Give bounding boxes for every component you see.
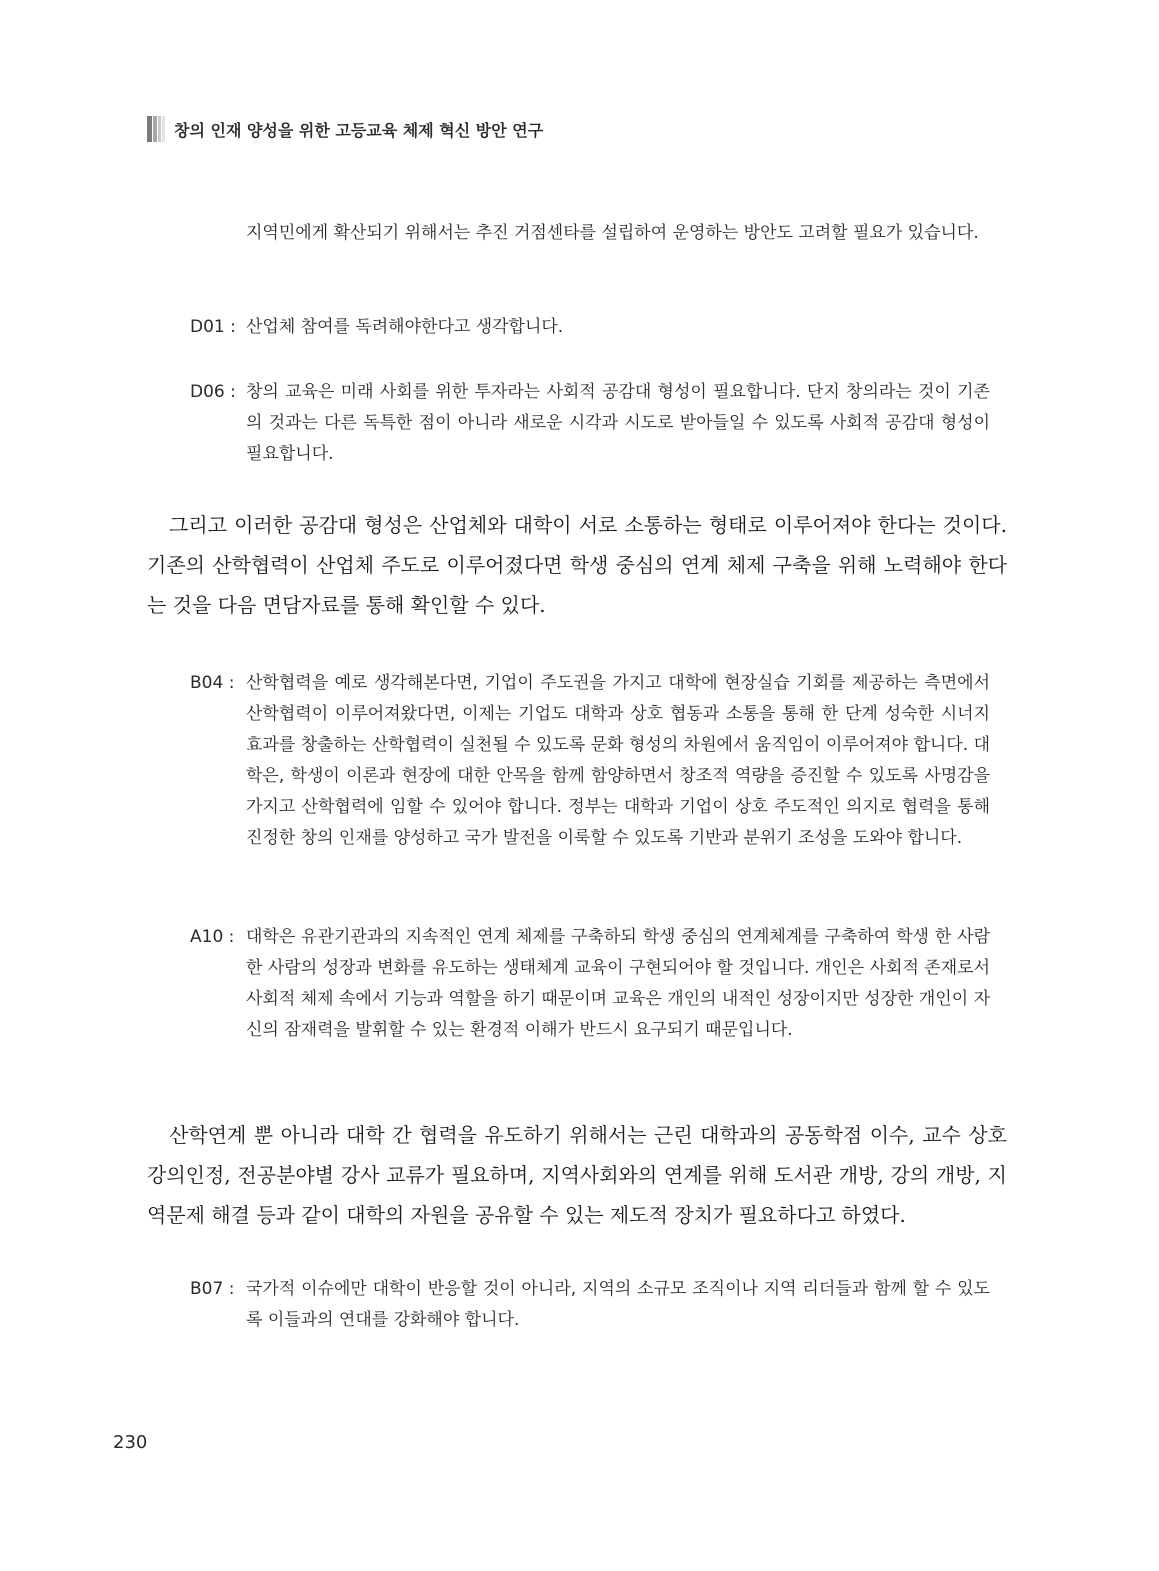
quote-continuation — [246, 218, 990, 249]
header-bar — [162, 116, 165, 142]
quote-code: D01 : — [190, 317, 236, 337]
quote-text: 국가적 이슈에만 대학이 반응할 것이 아니라, 지역의 소규모 조직이나 지역 리더들과 함께 할 수 있도록 이들과의 연대를 강화해야 합니다. — [246, 1279, 990, 1330]
quote-text: 산업체 참여를 독려해야한다고 생각합니다. — [246, 317, 564, 337]
quote-code: B07 : — [190, 1279, 235, 1299]
body-paragraph-2: 산학연계 뿐 아니라 대학 간 협력을 유도하기 위해서는 근린 대학과의 공동학점 이수, 교수 상호 강의인정, 전공분야별 강사 교류가 필요하며, 지역사회와의 연계를 위해 도서관 개방, 강의 개방, 지역문제 해결 등과 같이 대학의 자원을 공유할 수 있는 제도적 장치가 필요하다고 하였다. — [147, 1123, 1007, 1227]
quote-text: 대학은 유관기관과의 지속적인 연계 체제를 구축하되 학생 중심의 연계체계를 구축하여 학생 한 사람 한 사람의 성장과 변화를 유도하는 생태체계 교육이 구현되어야 할 것입니다. 개인은 사회적 존재로서 사회적 체제 속에서 기능과 역할을 하기 때문이며 교육은 개인의 내적인 성장이지만 성장한 개인이 자신의 잠재력을 발휘할 수 있는 환경적 이해가 반드시 요구되기 때문입니다. — [246, 927, 990, 1040]
header-bar — [158, 116, 161, 142]
body-paragraph-1: 그리고 이러한 공감대 형성은 산업체와 대학이 서로 소통하는 형태로 이루어져야 한다는 것이다. 기존의 산학협력이 산업체 주도로 이루어졌다면 학생 중심의 연계 체제 구축을 위해 노력해야 한다는 것을 다음 면담자료를 통해 확인할 수 있다. — [147, 513, 1007, 617]
quote-b04 — [190, 668, 990, 854]
running-header — [147, 116, 543, 142]
header-bars-decoration — [147, 116, 165, 142]
quote-d06 — [190, 377, 990, 470]
quote-d01 — [190, 312, 990, 343]
header-bar — [147, 116, 152, 142]
quote-text: 산학협력을 예로 생각해본다면, 기업이 주도권을 가지고 대학에 현장실습 기회를 제공하는 측면에서 산학협력이 이루어져왔다면, 이제는 기업도 대학과 상호 협동과 소통을 통해 한 단계 성숙한 시너지 효과를 창출하는 산학협력이 실천될 수 있도록 문화 형성의 차원에서 움직임이 이루어져야 합니다. 대학은, 학생이 이론과 현장에 대한 안목을 함께 함양하면서 창조적 역량을 증진할 수 있도록 사명감을 가지고 산학협력에 임할 수 있어야 합니다. 정부는 대학과 기업이 상호 주도적인 의지로 협력을 통해 진정한 창의 인재를 양성하고 국가 발전을 이룩할 수 있도록 기반과 분위기 조성을 도와야 합니다. — [246, 673, 990, 848]
quote-b07 — [190, 1274, 990, 1336]
quote-code: A10 : — [190, 927, 235, 947]
page-number: 230 — [113, 1432, 148, 1453]
quote-text: 창의 교육은 미래 사회를 위한 투자라는 사회적 공감대 형성이 필요합니다. 단지 창의라는 것이 기존의 것과는 다른 독특한 점이 아니라 새로운 시각과 시도로 받아들일 수 있도록 사회적 공감대 형성이 필요합니다. — [246, 382, 990, 464]
header-title: 창의 인재 양성을 위한 고등교육 체제 혁신 방안 연구 — [174, 120, 544, 140]
header-bar — [153, 116, 157, 142]
quote-a10 — [190, 922, 990, 1046]
quote-code: B04 : — [190, 673, 235, 693]
quote-text: 지역민에게 확산되기 위해서는 추진 거점센타를 설립하여 운영하는 방안도 고려할 필요가 있습니다. — [246, 223, 979, 243]
quote-code: D06 : — [190, 382, 236, 402]
